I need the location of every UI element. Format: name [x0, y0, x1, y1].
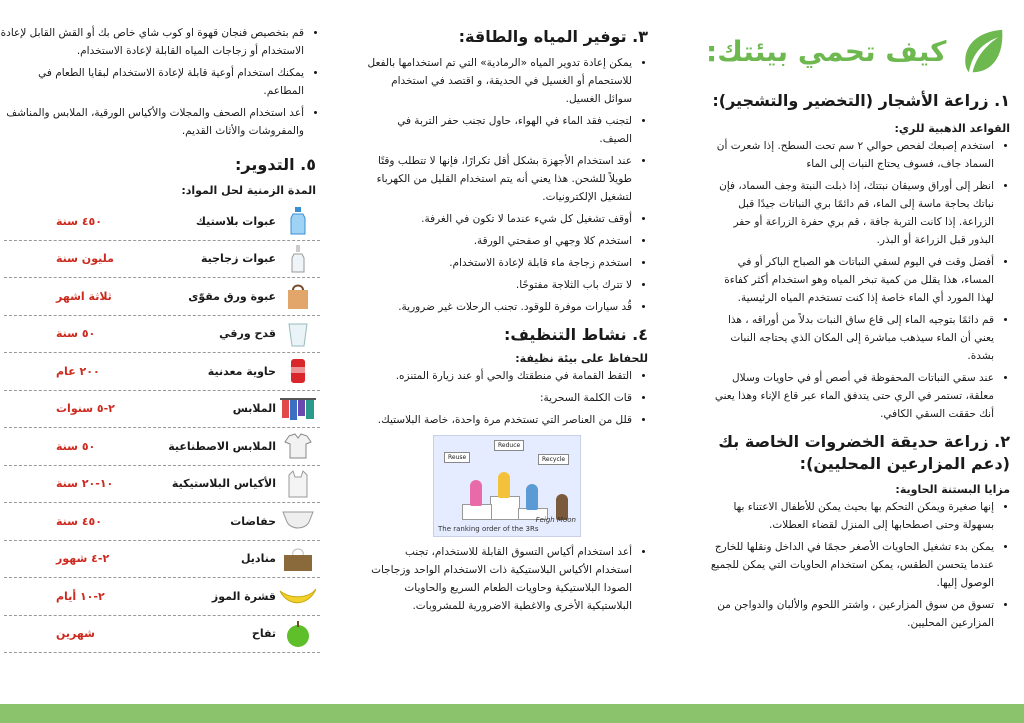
- bubble-reduce: Reduce: [494, 440, 524, 451]
- paper-cup-icon: [276, 318, 320, 350]
- material-name: عبوة ورق مقوّى: [188, 289, 276, 303]
- material-name: تفاح: [251, 627, 276, 641]
- section-4-list-continued: [366, 543, 648, 615]
- decomposition-time: ثلاثة اشهر: [56, 289, 112, 303]
- section-1-subtitle: القواعد الذهبية للري:: [894, 122, 1010, 135]
- list-item: • انظر إلى أوراق وسيقان نبتتك، إذا ذبلت النبتة وجف السماد، فإن نباتك بحاجة ماسة إلى الماء، قم دائمًا بري النباتات جيدًا قبل الزراعة. إذا كانت التربة جافة ، قم بري حفرة الزراعة أو حفر البذور قبل الزراعة أو البذر.: [706, 177, 994, 249]
- section-3-title: ٣. توفير المياه والطاقة:: [458, 27, 648, 46]
- table-row: [4, 353, 320, 391]
- figure-first: [498, 472, 510, 498]
- brand-header: [706, 20, 1010, 82]
- right-column: [706, 0, 1010, 636]
- table-row: [4, 616, 320, 654]
- section-4-title: ٤. نشاط التنظيف:: [503, 325, 648, 344]
- decomposition-time: ١٠-٢٠ سنة: [56, 477, 114, 491]
- section-1-list: [706, 137, 1010, 423]
- figure-second: [470, 480, 482, 506]
- decomposition-time: ٤٥٠ سنة: [56, 514, 102, 528]
- plastic-bottle-icon: [276, 205, 320, 237]
- footer-bar: [0, 704, 1024, 723]
- material-name: حاوية معدنية: [207, 364, 276, 378]
- list-item: • استخدم زجاجة ماء قابلة لإعادة الاستخدام.: [366, 254, 632, 272]
- list-item: • قُد سيارات موفرة للوقود. تجنب الرحلات غير ضرورية.: [366, 298, 632, 316]
- clothes-icon: [276, 393, 320, 425]
- list-item: • قم دائمًا بتوجيه الماء إلى قاع ساق النبات بدلاً من أوراقه ، هذا يعني أن الماء سيذهب مباشرة إلى المكان الذي يحتاجه النبات بشدة.: [706, 311, 994, 365]
- list-item: • عند سقي النباتات المحفوظة في أصص أو في حاويات وسلال معلقة، تستمر في الري حتى يتدفق الماء عبر قاع الإناء وهذا يعني أنك حققت السقي الكافي.: [706, 369, 994, 423]
- decomposition-time: ٤٥٠ سنة: [56, 214, 102, 228]
- decomposition-time: ٢-٤ شهور: [56, 552, 110, 566]
- material-name: الملابس: [232, 402, 276, 416]
- plastic-bag-icon: [276, 468, 320, 500]
- section-4-list: [366, 367, 648, 429]
- metal-can-icon: [276, 355, 320, 387]
- list-item: • لا تترك باب الثلاجة مفتوحًا.: [366, 276, 632, 294]
- section-2: [706, 431, 1010, 632]
- section-3-list: [366, 54, 648, 316]
- section-2-title: ٢. زراعة حديقة الخضروات الخاصة بك (دعم المزارعين المحليين):: [718, 432, 1010, 473]
- table-row: [4, 503, 320, 541]
- list-item: • أعد استخدام الصحف والمجلات والأكياس الورقية، الملابس والمناشف والمفروشات والأثاث القديم.: [0, 104, 304, 140]
- section-1: [706, 90, 1010, 423]
- decomposition-table: [4, 203, 320, 653]
- list-item: • التقط القمامة في منطقتك والحي أو عند زيارة المتنزه.: [366, 367, 632, 385]
- section-5-title: ٥. التدوير:: [235, 155, 316, 174]
- list-item: • قم بتخصيص فنجان قهوة او كوب شاي خاص بك أو القش القابل لإعادة الاستخدام أو زجاجات المياه القابلة لإعادة الاستخدام.: [0, 24, 304, 60]
- material-name: عبوات بلاستيك: [195, 214, 276, 228]
- list-item: • يمكنك استخدام أوعية قابلة لإعادة الاستخدام لبقايا الطعام في المطاعم.: [0, 64, 304, 100]
- middle-column: [366, 0, 648, 619]
- table-row: [4, 391, 320, 429]
- reuse-list: [0, 24, 338, 140]
- list-item: • لتجنب فقد الماء في الهواء، حاول تجنب حفر التربة في الصيف.: [366, 112, 632, 148]
- list-item: • تسوق من سوق المزارعين ، واشتر اللحوم والألبان والدواجن من المزارعين المحليين.: [706, 596, 994, 632]
- material-name: قشرة الموز: [211, 589, 276, 603]
- illustration-signature: Feigh Moon: [535, 516, 576, 524]
- material-name: الأكياس البلاستيكية: [171, 477, 276, 491]
- table-row: [4, 541, 320, 579]
- table-row: [4, 316, 320, 354]
- list-item: • إنها صغيرة ويمكن التحكم بها بحيث يمكن للأطفال الاعتناء بها بسهولة وحتى اصطحابها إلى المنزل لقضاء العطلات.: [706, 498, 994, 534]
- 3rs-illustration: [433, 435, 581, 537]
- leaf-icon: [956, 22, 1010, 80]
- glass-bottle-icon: [276, 243, 320, 275]
- list-item: • استخدم إصبعك لفحص حوالي ٢ سم تحت السطح. إذا شعرت أن السماد جاف، فسوف يحتاج النبات إلى الماء: [706, 137, 994, 173]
- list-item: • عند استخدام الأجهزة بشكل أقل تكرارًا، فإنها لا تتطلب وقتًا طويلاً للشحن. هذا يعني أنه يتم استخدام القليل من الكهرباء لتشغيل الإلكترونيات.: [366, 152, 632, 206]
- brand-title: كيف تحمي بيئتك:: [706, 34, 947, 68]
- synthetic-clothes-icon: [276, 430, 320, 462]
- paper-bag-icon: [276, 280, 320, 312]
- list-item: • يمكن بدء تشغيل الحاويات الأصغر حجمًا في الداخل ونقلها للخارج عندما يتحسن الطقس، يمكن استخدام الحاويات التي يمكن للجميع الوصول إليها.: [706, 538, 994, 592]
- apple-icon: [276, 618, 320, 650]
- list-item: • استخدم كلا وجهي او صفحتي الورقة.: [366, 232, 632, 250]
- diaper-icon: [276, 505, 320, 537]
- material-name: قدح ورقي: [219, 327, 276, 341]
- section-1-title: ١. زراعة الأشجار (التخضير والتشجير):: [712, 91, 1010, 110]
- material-name: حفاضات: [230, 514, 276, 528]
- table-row: [4, 278, 320, 316]
- list-item: • قلل من العناصر التي تستخدم مرة واحدة، خاصة البلاستيك.: [366, 411, 632, 429]
- table-row: [4, 428, 320, 466]
- figure-third: [526, 484, 538, 510]
- tissue-box-icon: [276, 543, 320, 575]
- decomposition-time: ٥٠ سنة: [56, 439, 96, 453]
- banana-icon: [276, 580, 320, 612]
- decomposition-time: شهرين: [56, 627, 95, 641]
- list-item: • يمكن إعادة تدوير المياه «الرمادية» التي تم استخدامها بالفعل للاستحمام أو الغسيل في الحديقة، و اقتصد في استخدام سوائل الغسيل.: [366, 54, 632, 108]
- section-4-subtitle: للحفاظ على بيئة نظيفة:: [515, 352, 648, 365]
- table-row: [4, 578, 320, 616]
- bubble-reuse: Reuse: [444, 452, 470, 463]
- table-row: [4, 466, 320, 504]
- illustration-caption: The ranking order of the 3Rs: [438, 525, 539, 533]
- material-name: مناديل: [240, 552, 276, 566]
- list-item: • أوقف تشغيل كل شيء عندما لا تكون في الغرفة.: [366, 210, 632, 228]
- decomposition-time: مليون سنة: [56, 252, 114, 266]
- list-item: • أعد استخدام أكياس التسوق القابلة للاستخدام، تجنب استخدام الأكياس البلاستيكية ذات الاستخدام الواحد وزجاجات الصودا البلاستيكية وحاويات الطعام السريع والحاويات البلاستيكية الأخرى والاغطية الاضرورية للمشروبات.: [366, 543, 632, 615]
- list-item: • أفضل وقت في اليوم لسقي النباتات هو الصباح الباكر أو في المساء، هذا يقلل من كمية تبخر المياه وهو استخدام أكثر كفاءة لهذا المورد أي الماء خاصة إذا كنت تستخدم المياه الرئيسية.: [706, 253, 994, 307]
- decomposition-time: ٢٠٠ عام: [56, 364, 100, 378]
- material-name: عبوات زجاجية: [200, 252, 276, 266]
- decomposition-time: ٥٠ سنة: [56, 327, 96, 341]
- material-name: الملابس الاصطناعية: [168, 439, 276, 453]
- list-item: • قات الكلمة السحرية:: [366, 389, 632, 407]
- section-2-subtitle: مزايا البستنة الحاوية:: [895, 483, 1010, 496]
- table-row: [4, 241, 320, 279]
- decomposition-time: ٢-٥ سنوات: [56, 402, 115, 416]
- left-column: [0, 0, 338, 653]
- table-row: [4, 203, 320, 241]
- bubble-recycle: Recycle: [538, 454, 569, 465]
- decomposition-time: ٢-١٠ أيام: [56, 589, 105, 603]
- section-5-subtitle: المدة الزمنية لحل المواد:: [181, 184, 316, 197]
- section-2-list: [706, 498, 1010, 632]
